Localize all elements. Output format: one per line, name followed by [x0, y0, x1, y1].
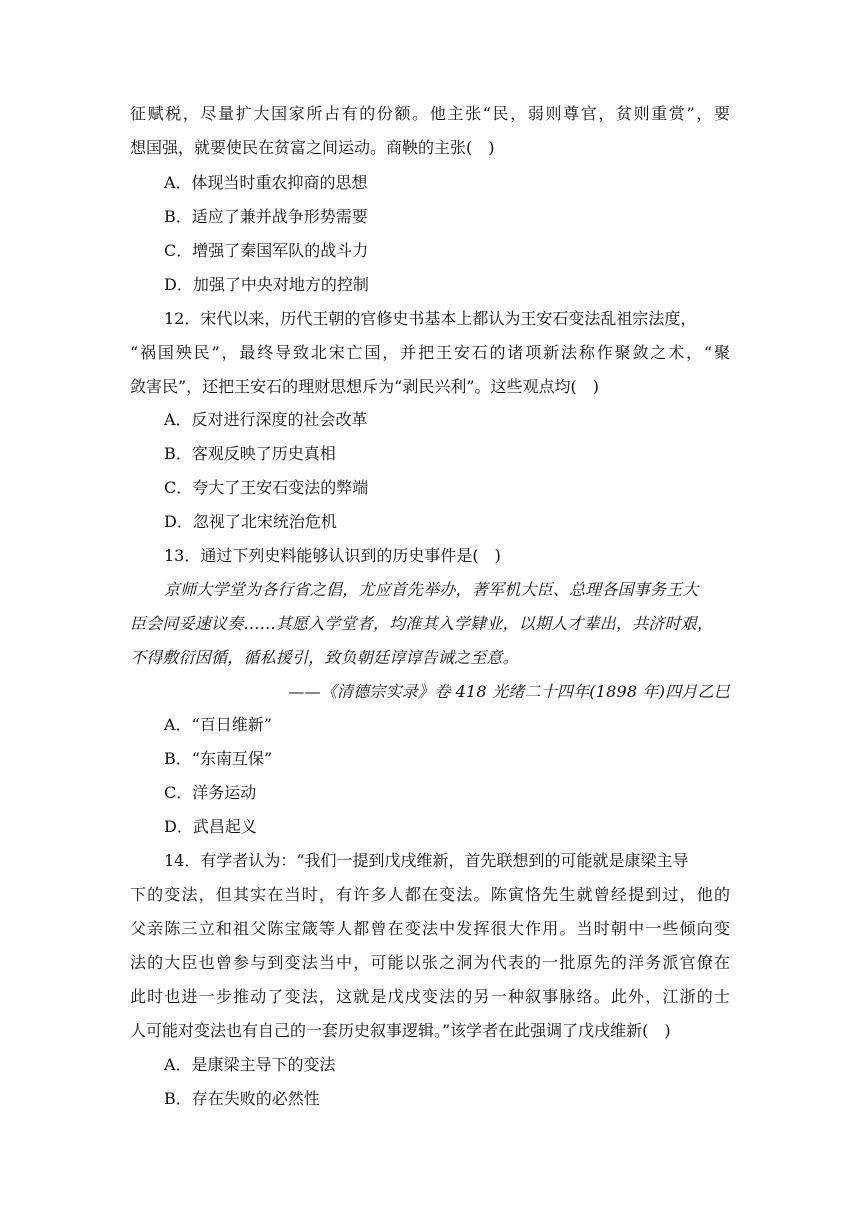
q14-stem-line-6: 人可能对变法也有自己的一套历史叙事逻辑。”该学者在此强调了戊戌维新( ) [130, 1021, 671, 1040]
q14-stem-line-5: 此时也进一步推动了变法，这就是戊戌变法的另一种叙事脉络。此外，江浙的士 [130, 987, 730, 1006]
q11-option-d: D．加强了中央对地方的控制 [164, 275, 369, 294]
q13-source: ——《清德宗实录》卷 418 光绪二十四年(1898 年)四月乙巳 [288, 682, 730, 701]
q13-option-a: A．“百日维新” [164, 715, 272, 734]
q11-stem-line-1: 征赋税，尽量扩大国家所占有的份额。他主张“民，弱则尊官，贫则重赏”，要 [130, 104, 730, 123]
q13-quote-line-3: 不得敷衍因循，循私援引，致负朝廷谆谆告诫之至意。 [130, 648, 519, 667]
q13-option-d: D．武昌起义 [164, 817, 257, 836]
q14-stem-line-1: 14．有学者认为：“我们一提到戊戌维新，首先联想到的可能就是康梁主导 [164, 851, 689, 870]
q11-option-a: A．体现当时重农抑商的思想 [164, 173, 368, 192]
q12-option-c: C．夸大了王安石变法的弊端 [164, 478, 369, 497]
q13-option-c: C．洋务运动 [164, 783, 257, 802]
q11-option-b: B．适应了兼并战争形势需要 [164, 207, 368, 226]
q14-stem-line-2: 下的变法，但其实在当时，有许多人都在变法。陈寅恪先生就曾经提到过，他的 [130, 885, 730, 904]
q14-option-b: B．存在失败的必然性 [164, 1089, 320, 1108]
q11-stem-line-2: 想国强，就要使民在贫富之间运动。商鞅的主张( ) [130, 138, 495, 157]
q12-option-d: D．忽视了北宋统治危机 [164, 512, 337, 531]
q14-option-a: A．是康梁主导下的变法 [164, 1055, 336, 1074]
q12-stem-line-2: “祸国殃民”，最终导致北宋亡国，并把王安石的诸项新法称作聚敛之术，“聚 [130, 343, 730, 362]
q12-option-a: A．反对进行深度的社会改革 [164, 410, 368, 429]
q12-option-b: B．客观反映了历史真相 [164, 444, 336, 463]
q12-stem-line-3: 敛害民”，还把王安石的理财思想斥为“剥民兴利”。这些观点均( ) [130, 377, 600, 396]
q13-stem-line-1: 13．通过下列史料能够认识到的历史事件是( ) [164, 546, 501, 565]
q11-option-c: C．增强了秦国军队的战斗力 [164, 241, 369, 260]
q14-stem-line-4: 法的大臣也曾参与到变法当中，可能以张之洞为代表的一批原先的洋务派官僚在 [130, 953, 730, 972]
q13-quote-line-2: 臣会同妥速议奏……其愿入学堂者，均准其入学肄业，以期人才辈出，共济时艰， [130, 614, 714, 633]
q13-option-b: B．“东南互保” [164, 749, 273, 768]
q12-stem-line-1: 12．宋代以来，历代王朝的官修史书基本上都认为王安石变法乱祖宗法度， [164, 309, 697, 328]
q14-stem-line-3: 父亲陈三立和祖父陈宝箴等人都曾在变法中发挥很大作用。当时朝中一些倾向变 [130, 919, 730, 938]
q13-quote-line-1: 京师大学堂为各行省之倡，尤应首先举办，著军机大臣、总理各国事务王大 [164, 580, 699, 599]
